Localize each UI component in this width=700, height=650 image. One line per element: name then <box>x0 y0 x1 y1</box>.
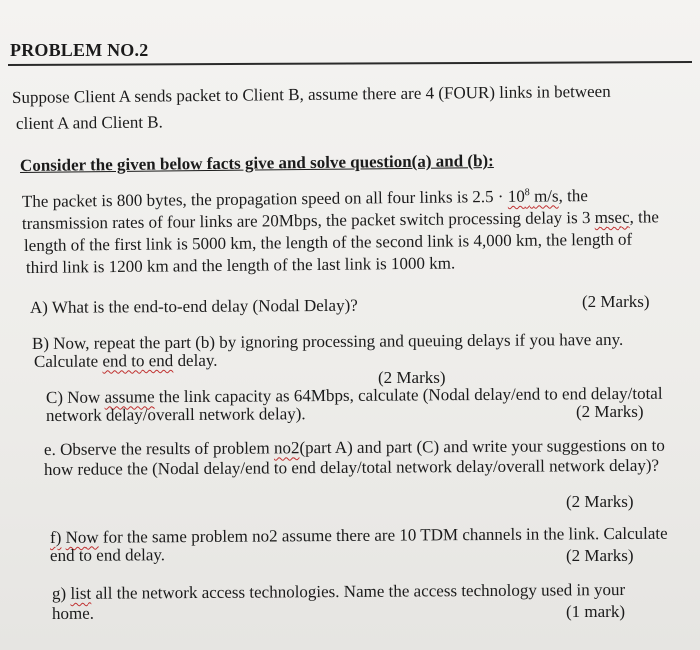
intro-line-2: client A and Client B. <box>15 112 163 133</box>
question-a-marks: (2 Marks) <box>582 292 650 311</box>
question-b-marks: (2 Marks) <box>378 368 446 387</box>
list-word: list <box>70 583 92 603</box>
question-b-line-1: B) Now, repeat the part (b) by ignoring processing and queuing delays if you have any. <box>31 329 624 353</box>
end-to-end-word: end to end <box>102 351 174 371</box>
assume-word: assume <box>104 387 155 407</box>
question-b-line-2: Calculate end to end delay. <box>33 350 218 371</box>
question-e-line-1: e. Observe the results of problem no2(part A) and part (C) and write your suggestions on to <box>43 435 665 459</box>
intro-line-1: Suppose Client A sends packet to Client B, assume there are 4 (FOUR) links in between <box>11 81 611 107</box>
question-e-marks: (2 Marks) <box>566 492 634 511</box>
question-g-line-1: g) list all the network access technologies. Name the access technology used in your <box>51 579 626 603</box>
question-g-marks: (1 mark) <box>566 602 626 621</box>
problem-title: PROBLEM NO.2 <box>10 40 149 60</box>
facts-line-2: transmission rates of four links are 20Mbps, the packet switch processing delay is 3 msec, the <box>21 207 659 233</box>
section-heading: Consider the given below facts give and solve question(a) and (b): <box>19 151 494 175</box>
question-f-marks: (2 Marks) <box>566 546 634 565</box>
title-underline <box>8 61 692 66</box>
facts-line-1: The packet is 800 bytes, the propagation speed on all four links is $2.5 \cdot 10^8$ m/s, the <box>21 186 588 211</box>
question-f-line-1: f) Now for the same problem no2 assume there are 10 TDM channels in the link. Calculate <box>49 523 668 547</box>
msec-word: msec <box>594 207 630 228</box>
now-word: Now <box>65 527 99 547</box>
facts-line-4: third link is 1200 km and the length of the last link is 1000 km. <box>25 253 456 277</box>
question-e-line-2: how reduce the (Nodal delay/end to end delay/total network delay/overall network delay)? <box>43 455 660 479</box>
speed-value: $10^8$ m/s <box>507 186 559 206</box>
question-a: A) What is the end-to-end delay (Nodal Delay)? <box>29 295 358 317</box>
question-c-line-1: C) Now assume the link capacity as 64Mbps, calculate (Nodal delay/end to end delay/total <box>45 383 663 407</box>
no2-word: no2 <box>273 438 300 458</box>
facts-line-1-text: The packet is 800 bytes, the propagation speed on all four links is 2.5 · <box>21 186 504 211</box>
question-c-marks: (2 Marks) <box>576 402 644 421</box>
facts-line-3: length of the first link is 5000 km, the length of the second link is 4,000 km, the length of <box>23 229 633 255</box>
question-c-line-2: network delay/overall network delay). <box>45 404 306 425</box>
question-g-line-2: home. <box>51 603 95 623</box>
question-f-line-2: end to end delay. <box>49 545 166 565</box>
